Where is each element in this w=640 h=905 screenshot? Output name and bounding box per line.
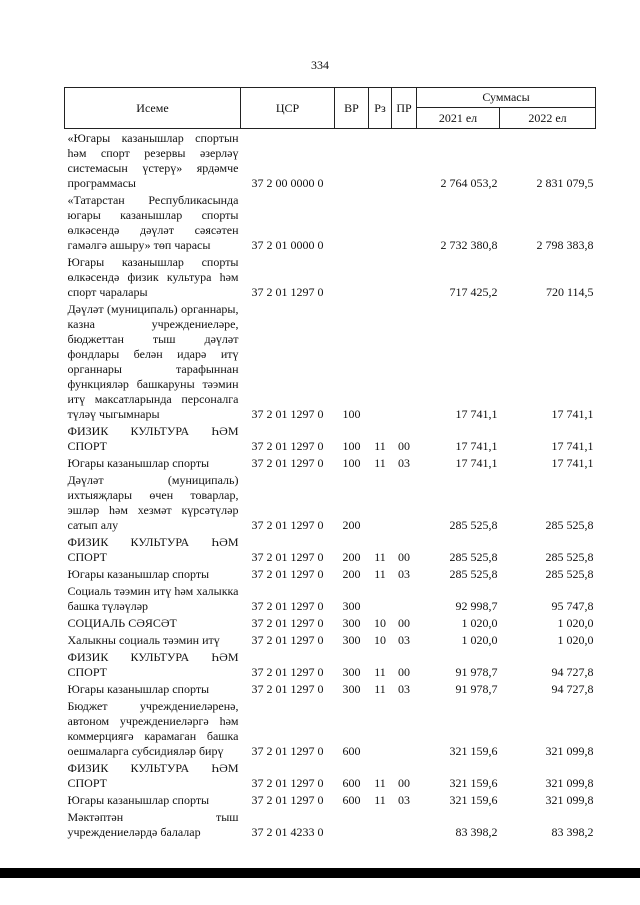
cell-2022: 95 747,8 [551,599,594,613]
cell-rz: 11 [374,776,386,790]
cell-2022: 321 099,8 [545,744,594,758]
cell-pr: 03 [398,456,410,470]
table-row [65,810,596,842]
table-row [65,193,596,255]
cell-vr: 300 [342,682,361,696]
cell-vr [335,255,369,302]
header-name: Исеме [65,88,241,129]
cell-2021: 285 525,8 [449,550,498,564]
cell-rz: 11 [374,550,386,564]
header-pr: ПР [392,88,417,129]
cell-csr: 37 2 01 1297 0 [251,518,324,532]
cell-rz [369,129,392,194]
cell-rz [369,193,392,255]
header-sums: Суммасы [417,88,596,108]
cell-name: Социаль тәэмин итү һәм халыкка башка түләүләр [67,584,239,613]
header-year-2022: 2022 ел [500,108,596,129]
cell-pr: 00 [398,665,410,679]
table-row [65,650,596,682]
cell-vr: 600 [342,793,361,807]
table-row [65,129,596,194]
cell-csr: 37 2 01 1297 0 [251,665,324,679]
table-row [65,761,596,793]
cell-pr: 03 [398,682,410,696]
cell-vr [335,810,369,842]
cell-2022: 2 831 079,5 [536,176,594,190]
cell-pr: 00 [398,550,410,564]
scan-bottom-edge [0,868,640,878]
cell-pr: 00 [398,616,410,630]
cell-rz: 11 [374,665,386,679]
cell-2022: 17 741,1 [551,407,594,421]
cell-name: Югары казанышлар спорты өлкәсендә физик культура һәм спорт чаралары [67,255,239,299]
cell-pr: 03 [398,567,410,581]
cell-2022: 720 114,5 [545,285,594,299]
cell-vr: 200 [342,518,361,532]
table-row [65,793,596,810]
cell-vr: 100 [342,439,361,453]
cell-vr: 100 [342,456,361,470]
cell-csr: 37 2 01 1297 0 [251,793,324,807]
cell-pr: 03 [398,793,410,807]
cell-name: ФИЗИК КУЛЬТУРА ҺӘМ СПОРТ [67,424,239,453]
cell-rz [369,255,392,302]
cell-pr [392,129,417,194]
cell-csr: 37 2 01 1297 0 [251,407,324,421]
page-number: 334 [311,58,329,72]
cell-vr [335,193,369,255]
table-row [65,473,596,535]
cell-pr [392,584,417,616]
cell-csr: 37 2 01 1297 0 [251,744,324,758]
cell-2021: 91 978,7 [455,682,498,696]
cell-2021: 91 978,7 [455,665,498,679]
cell-name: Дәүләт (муниципаль) ихтыяҗлары өчен товарлар, эшләр һәм хезмәт күрсәтүләр сатып алу [67,473,239,532]
cell-pr [392,473,417,535]
header-vr: ВР [335,88,369,129]
cell-vr: 300 [342,633,361,647]
cell-rz: 11 [374,439,386,453]
cell-csr: 37 2 01 1297 0 [251,599,324,613]
cell-2021: 83 398,2 [455,825,498,839]
cell-vr: 300 [342,616,361,630]
cell-pr: 00 [398,439,410,453]
cell-2022: 285 525,8 [545,518,594,532]
cell-2022: 17 741,1 [551,439,594,453]
cell-pr [392,255,417,302]
cell-name: «Татарстан Республикасында югары казанышлар спорты өлкәсендә дәүләт сәясәтен гамәлгә ашыру» төп чарасы [67,193,239,252]
cell-vr: 300 [342,599,361,613]
cell-name: СОЦИАЛЬ СӘЯСӘТ [67,616,177,630]
table-row [65,584,596,616]
table-row [65,633,596,650]
cell-rz [369,302,392,424]
cell-rz [369,473,392,535]
cell-2021: 1 020,0 [461,616,498,630]
cell-csr: 37 2 01 1297 0 [251,285,324,299]
cell-name: Югары казанышлар спорты [67,682,210,696]
cell-2021: 1 020,0 [461,633,498,647]
cell-csr: 37 2 00 0000 0 [251,176,324,190]
table-header [65,88,596,129]
table-row [65,255,596,302]
cell-2021: 2 732 380,8 [440,238,498,252]
cell-rz: 10 [374,633,386,647]
cell-csr: 37 2 01 4233 0 [251,825,324,839]
header-rz: Рз [369,88,392,129]
cell-2021: 285 525,8 [449,567,498,581]
table-row [65,456,596,473]
table-row [65,302,596,424]
header-year-2021: 2021 ел [417,108,500,129]
cell-2022: 17 741,1 [551,456,594,470]
cell-name: Югары казанышлар спорты [67,456,210,470]
cell-2022: 1 020,0 [557,633,594,647]
cell-2021: 17 741,1 [455,456,498,470]
cell-name: Халыкны социаль тәэмин итү [67,633,220,647]
cell-vr: 100 [342,407,361,421]
cell-2022: 321 099,8 [545,793,594,807]
cell-2022: 2 798 383,8 [536,238,594,252]
cell-2021: 717 425,2 [449,285,498,299]
cell-vr: 300 [342,665,361,679]
cell-rz: 10 [374,616,386,630]
cell-pr: 00 [398,776,410,790]
cell-pr [392,810,417,842]
table-row [65,699,596,761]
cell-name: Югары казанышлар спорты [67,793,210,807]
cell-pr [392,699,417,761]
cell-rz: 11 [374,682,386,696]
cell-2021: 17 741,1 [455,407,498,421]
cell-2022: 83 398,2 [551,825,594,839]
cell-2022: 94 727,8 [551,665,594,679]
cell-name: ФИЗИК КУЛЬТУРА ҺӘМ СПОРТ [67,650,239,679]
cell-pr [392,302,417,424]
cell-2021: 321 159,6 [449,744,498,758]
cell-vr [335,129,369,194]
cell-vr: 200 [342,567,361,581]
budget-table [64,87,596,842]
cell-vr: 200 [342,550,361,564]
cell-csr: 37 2 01 1297 0 [251,776,324,790]
cell-rz: 11 [374,567,386,581]
cell-2022: 285 525,8 [545,550,594,564]
cell-rz [369,810,392,842]
cell-csr: 37 2 01 0000 0 [251,238,324,252]
table-row [65,567,596,584]
cell-name: Дәүләт (муниципаль) органнары, казна учреждениеләре, бюджеттан тыш дәүләт фондлары белән идарә итү органнары тарафыннан функцияләр башкаруны тәэмин итү максатларында персоналга түләү чыгымнары [67,302,239,421]
cell-name: Мәктәптән тыш учреждениеләрдә балалар [67,810,239,839]
table-row [65,682,596,699]
cell-csr: 37 2 01 1297 0 [251,439,324,453]
cell-2021: 2 764 053,2 [440,176,498,190]
cell-name: Бюджет учреждениеләренә, автоном учреждениеләргә һәм коммерциягә карамаган башка оешмаларга субсидияләр бирү [67,699,239,758]
cell-2021: 321 159,6 [449,776,498,790]
cell-2021: 321 159,6 [449,793,498,807]
cell-name: Югары казанышлар спорты [67,567,210,581]
cell-csr: 37 2 01 1297 0 [251,616,324,630]
cell-name: ФИЗИК КУЛЬТУРА ҺӘМ СПОРТ [67,535,239,564]
cell-pr: 03 [398,633,410,647]
cell-pr [392,193,417,255]
cell-name: ФИЗИК КУЛЬТУРА ҺӘМ СПОРТ [67,761,239,790]
cell-csr: 37 2 01 1297 0 [251,550,324,564]
cell-2021: 92 998,7 [455,599,498,613]
cell-rz [369,584,392,616]
cell-csr: 37 2 01 1297 0 [251,633,324,647]
cell-csr: 37 2 01 1297 0 [251,456,324,470]
cell-2022: 321 099,8 [545,776,594,790]
cell-2022: 285 525,8 [545,567,594,581]
cell-2022: 1 020,0 [557,616,594,630]
cell-rz: 11 [374,793,386,807]
table-row [65,535,596,567]
cell-2022: 94 727,8 [551,682,594,696]
table-row [65,424,596,456]
header-csr: ЦСР [241,88,335,129]
cell-vr: 600 [342,744,361,758]
cell-rz [369,699,392,761]
cell-csr: 37 2 01 1297 0 [251,567,324,581]
cell-csr: 37 2 01 1297 0 [251,682,324,696]
cell-rz: 11 [374,456,386,470]
cell-name: «Югары казанышлар спортын һәм спорт резервы әзерләү системасын үстерү» ярдәмче программасы [67,131,239,190]
cell-vr: 600 [342,776,361,790]
table-body [65,129,596,843]
table-row [65,616,596,633]
cell-2021: 285 525,8 [449,518,498,532]
cell-2021: 17 741,1 [455,439,498,453]
